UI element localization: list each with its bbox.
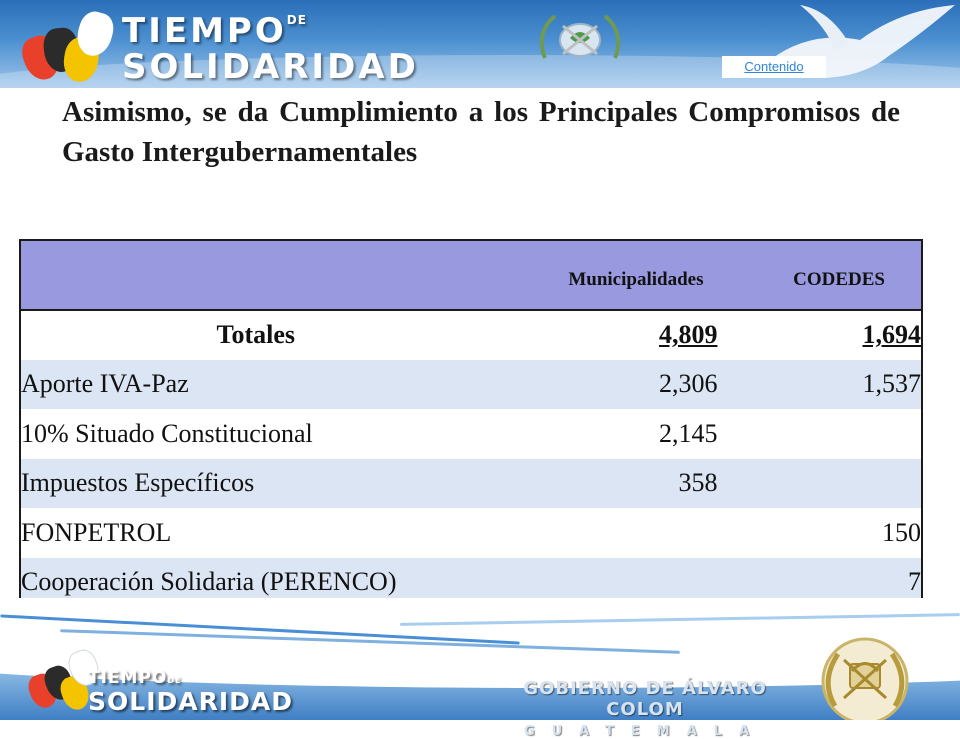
row-codedes-value <box>717 409 922 459</box>
table-header-row <box>20 240 922 310</box>
row-codedes-value: 1,537 <box>862 369 921 399</box>
row-label: FONPETROL <box>21 517 172 547</box>
row-municipalidades-value: 358 <box>678 468 718 498</box>
table-row-totales <box>20 310 922 360</box>
header-municipalidades: Municipalidades <box>568 269 704 290</box>
header-banner <box>0 0 960 88</box>
coat-of-arms-icon <box>800 626 930 720</box>
header-logo-text: $TIEMPO^{DE}$ SOLIDARIDAD <box>122 11 419 87</box>
row-municipalidades-value: 2,306 <box>658 369 718 399</box>
header-codedes: CODEDES <box>793 269 885 290</box>
gasto-table <box>19 239 923 608</box>
row-municipalidades-value: 2,145 <box>658 418 718 448</box>
row-label: Cooperación Solidaria (PERENCO) <box>21 566 397 596</box>
row-codedes-value: 1,694 <box>862 320 921 350</box>
table-row <box>20 459 922 509</box>
contenido-link[interactable]: Contenido <box>722 56 826 78</box>
row-label: Totales <box>216 320 295 350</box>
row-municipalidades-value: 4,809 <box>658 320 718 350</box>
table-row <box>20 508 922 558</box>
table-row <box>20 360 922 410</box>
row-municipalidades-value <box>490 508 717 558</box>
gobierno-label: GOBIERNO DE ÁLVARO COLOM GUATEMALA <box>523 678 767 739</box>
slide-title: Asimismo, se da Cumplimiento a los Principales Compromisos de Gasto Intergubernamentales <box>62 96 900 168</box>
row-label: 10% Situado Constitucional <box>21 418 313 448</box>
row-codedes-value <box>717 459 922 509</box>
row-label: Aporte IVA-Paz <box>21 369 189 399</box>
header-empty-cell <box>20 240 490 310</box>
row-codedes-value: 7 <box>908 566 921 596</box>
row-codedes-value: 150 <box>882 517 921 547</box>
hands-logo-icon <box>20 8 120 86</box>
footer-logo-text: TIEMPODE SOLIDARIDAD <box>88 668 293 716</box>
table-row <box>20 409 922 459</box>
row-label: Impuestos Específicos <box>21 468 255 498</box>
coat-of-arms-icon <box>525 8 635 68</box>
